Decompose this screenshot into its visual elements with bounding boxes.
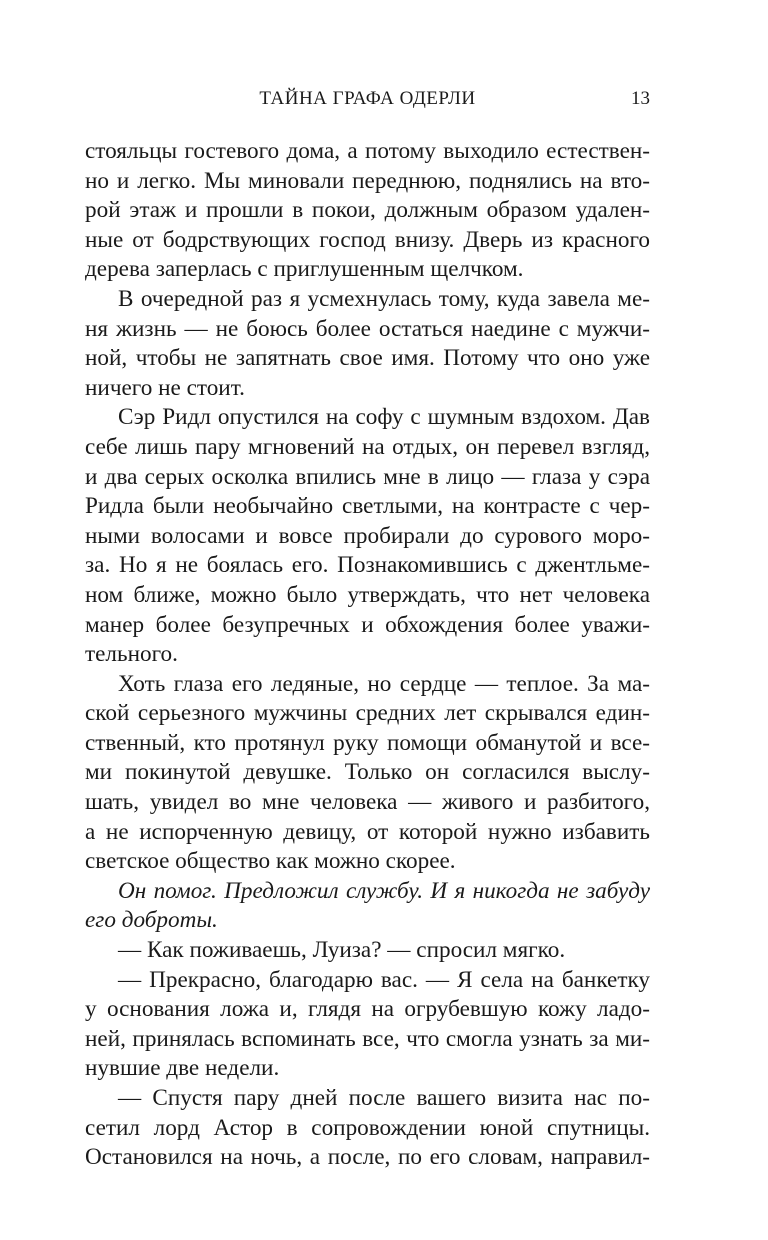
text-line: дерева заперлась с приглушенным щелчком. [85,256,524,283]
text-line: — Как поживаешь, Луиза? — спросил мягко. [118,937,566,964]
paragraph [85,1084,650,1173]
text-line: Он помог. Предложил службу. И я никогда не забуду [118,877,650,904]
running-title: ТАЙНА ГРАФА ОДЕРЛИ [259,88,476,109]
text-line: у основания ложа и, глядя на огрубевшую кожу ладо- [85,996,650,1023]
text-line: В очередной раз я усмехнулась тому, куда завела ме- [118,285,650,312]
text-line: светское общество как можно скорее. [85,848,456,875]
text-line: ном ближе, можно было утверждать, что нет человека [85,581,650,608]
running-head [85,88,650,118]
text-line: ской серьезного мужчины средних лет скрывался един- [85,700,650,727]
text-line: ные от бодрствующих господ внизу. Дверь из красного [85,226,650,253]
text-line: ничего не стоит. [85,374,245,401]
paragraph [85,137,650,285]
text-line: — Спустя пару дней после вашего визита нас по- [118,1085,650,1111]
text-line: нувшие две недели. [85,1055,280,1082]
text-line: за. Но я не боялась его. Познакомившись с джентльме- [85,552,650,579]
paragraph [85,877,650,936]
text-line: ными волосами и вовсе пробирали до сурового моро- [85,522,650,549]
text-line: Остановился на ночь, а после, по его словам, направил- [85,1144,650,1171]
paragraph [85,966,650,1084]
text-line: его доброты. [85,907,218,934]
text-line: а не испорченную девицу, от которой нужно избавить [85,818,650,845]
page-body [85,137,650,1173]
paragraph [85,670,650,877]
text-line: Ридла были необычайно светлыми, на контрасте с чер- [85,493,650,520]
text-line: ми покинутой девушке. Только он согласился выслу- [85,759,650,786]
paragraph [85,403,650,669]
text-line: шать, увидел во мне человека — живого и разбитого, [85,789,650,816]
text-line: Хоть глаза его ледяные, но сердце — теплое. За ма- [118,670,650,697]
text-line: рой этаж и прошли в покои, должным образом удален- [85,197,650,224]
text-line: ней, принялась вспоминать все, что смогла узнать за ми- [85,1025,650,1052]
text-line: тельного. [85,641,178,668]
text-line: но и легко. Мы миновали переднюю, поднялись на вто- [85,167,650,194]
paragraph [85,285,650,403]
text-line: ственный, кто протянул руку помощи обманутой и все- [85,729,650,756]
text-line: стояльцы гостевого дома, а потому выходило естествен- [85,138,650,164]
text-line: и два серых осколка впились мне в лицо — глаза у сэра [85,463,650,490]
text-line: манер более безупречных и обхождения более уважи- [85,611,650,638]
paragraph [85,936,650,966]
page-number: 13 [631,88,650,109]
text-line: ня жизнь — не боюсь более остаться наедине с мужчи- [85,315,650,342]
text-line: Сэр Ридл опустился на софу с шумным вздохом. Дав [118,404,650,431]
text-line: ной, чтобы не запятнать свое имя. Потому что оно уже [85,345,650,372]
text-line: себе лишь пару мгновений на отдых, он перевел взгляд, [85,433,650,460]
text-line: сетил лорд Астор в сопровождении юной спутницы. [85,1114,650,1141]
text-line: — Прекрасно, благодарю вас. — Я села на банкетку [118,966,650,993]
